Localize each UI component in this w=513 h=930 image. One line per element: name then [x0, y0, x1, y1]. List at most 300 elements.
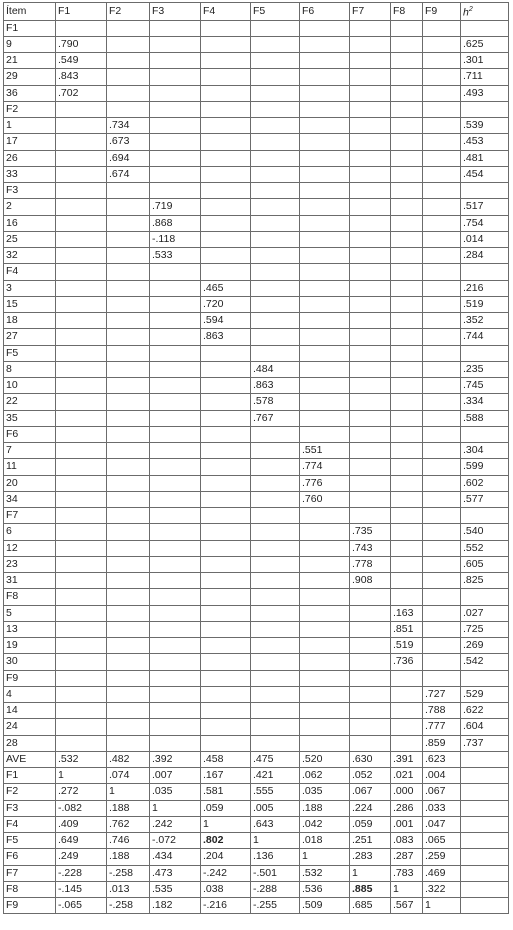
table-cell: [350, 183, 391, 199]
table-cell: 1: [150, 800, 201, 816]
table-cell: [251, 329, 300, 345]
table-cell: .735: [350, 524, 391, 540]
table-cell: [201, 183, 251, 199]
table-cell: [107, 248, 150, 264]
table-cell: [107, 345, 150, 361]
table-cell: [201, 20, 251, 36]
table-cell: [300, 621, 350, 637]
table-cell: [300, 670, 350, 686]
row-label-cell: 6: [4, 524, 56, 540]
row-label-cell: F8: [4, 881, 56, 897]
column-header: F7: [350, 3, 391, 21]
table-cell: [423, 605, 461, 621]
table-cell: .251: [350, 833, 391, 849]
table-cell: [150, 735, 201, 751]
table-row: [4, 605, 509, 621]
column-header-communality: $h^2$: [461, 3, 509, 21]
table-cell: .065: [423, 833, 461, 849]
table-row: [4, 378, 509, 394]
table-cell: [251, 524, 300, 540]
table-cell: [251, 231, 300, 247]
table-cell: .555: [251, 784, 300, 800]
row-label-cell: F3: [4, 800, 56, 816]
table-cell: [300, 36, 350, 52]
table-cell: .673: [107, 134, 150, 150]
table-cell: [461, 833, 509, 849]
table-cell: [391, 426, 423, 442]
table-cell: [423, 361, 461, 377]
table-cell: [56, 589, 107, 605]
row-label-cell: F9: [4, 898, 56, 914]
table-cell: [300, 134, 350, 150]
row-label-cell: 5: [4, 605, 56, 621]
table-cell: [150, 621, 201, 637]
table-cell: [201, 735, 251, 751]
table-cell: [423, 166, 461, 182]
table-row: [4, 638, 509, 654]
table-cell: [56, 394, 107, 410]
table-cell: .284: [461, 248, 509, 264]
table-cell: .760: [300, 491, 350, 507]
column-header: F3: [150, 3, 201, 21]
table-cell: [150, 20, 201, 36]
table-cell: .018: [300, 833, 350, 849]
table-cell: .224: [350, 800, 391, 816]
table-cell: [150, 573, 201, 589]
table-cell: [350, 443, 391, 459]
table-cell: [461, 670, 509, 686]
table-cell: [150, 36, 201, 52]
table-cell: [251, 556, 300, 572]
table-cell: [461, 849, 509, 865]
table-cell: [300, 735, 350, 751]
table-cell: [423, 443, 461, 459]
table-cell: 1: [251, 833, 300, 849]
row-label-cell: 14: [4, 703, 56, 719]
table-cell: [201, 686, 251, 702]
table-cell: [300, 296, 350, 312]
table-header-row: [4, 3, 509, 21]
table-cell: [423, 199, 461, 215]
table-cell: [423, 508, 461, 524]
table-cell: [201, 231, 251, 247]
row-label-cell: 1: [4, 118, 56, 134]
table-row: [4, 345, 509, 361]
table-cell: .038: [201, 881, 251, 897]
table-cell: [107, 621, 150, 637]
table-cell: [56, 508, 107, 524]
table-cell: [201, 703, 251, 719]
table-row: [4, 410, 509, 426]
table-cell: [391, 20, 423, 36]
table-cell: [56, 345, 107, 361]
table-cell: .519: [461, 296, 509, 312]
table-cell: [423, 134, 461, 150]
table-cell: [150, 443, 201, 459]
table-cell: [391, 264, 423, 280]
table-cell: [423, 36, 461, 52]
table-cell: 1: [423, 898, 461, 914]
row-label-cell: F6: [4, 426, 56, 442]
table-cell: [56, 621, 107, 637]
table-cell: [150, 426, 201, 442]
table-cell: .004: [423, 768, 461, 784]
column-header: F1: [56, 3, 107, 21]
table-cell: [391, 118, 423, 134]
table-cell: .421: [251, 768, 300, 784]
table-cell: [150, 296, 201, 312]
table-cell: [56, 361, 107, 377]
table-cell: [391, 345, 423, 361]
table-cell: [350, 199, 391, 215]
table-cell: [391, 150, 423, 166]
table-cell: .062: [300, 768, 350, 784]
table-cell: .719: [150, 199, 201, 215]
table-row: [4, 394, 509, 410]
table-cell: [107, 735, 150, 751]
table-cell: .453: [461, 134, 509, 150]
table-row: [4, 134, 509, 150]
table-cell: [391, 101, 423, 117]
table-cell: .517: [461, 199, 509, 215]
table-cell: .863: [251, 378, 300, 394]
table-cell: [251, 589, 300, 605]
table-cell: .167: [201, 768, 251, 784]
table-cell: .542: [461, 654, 509, 670]
table-cell: [350, 101, 391, 117]
table-cell: [150, 53, 201, 69]
table-cell: [461, 784, 509, 800]
table-cell: [461, 264, 509, 280]
table-cell: [391, 703, 423, 719]
table-cell: [150, 540, 201, 556]
table-cell: .694: [107, 150, 150, 166]
table-cell: .649: [56, 833, 107, 849]
table-cell: 1: [350, 865, 391, 881]
table-cell: [251, 670, 300, 686]
table-cell: [251, 719, 300, 735]
table-row: [4, 361, 509, 377]
table-cell: [300, 605, 350, 621]
table-cell: [423, 248, 461, 264]
table-cell: [56, 313, 107, 329]
table-cell: .535: [150, 881, 201, 897]
table-cell: .625: [461, 36, 509, 52]
table-cell: [423, 459, 461, 475]
table-row: [4, 101, 509, 117]
row-label-cell: 26: [4, 150, 56, 166]
table-cell: .286: [391, 800, 423, 816]
table-cell: [251, 540, 300, 556]
table-cell: [391, 53, 423, 69]
table-cell: [107, 101, 150, 117]
table-cell: .776: [300, 475, 350, 491]
table-cell: [423, 150, 461, 166]
table-cell: .762: [107, 816, 150, 832]
table-cell: [350, 296, 391, 312]
table-cell: .014: [461, 231, 509, 247]
table-cell: [461, 881, 509, 897]
table-cell: [107, 215, 150, 231]
table-row: [4, 573, 509, 589]
table-cell: .532: [300, 865, 350, 881]
table-cell: [461, 508, 509, 524]
table-cell: [300, 508, 350, 524]
table-cell: [391, 573, 423, 589]
table-row: [4, 833, 509, 849]
row-label-cell: F3: [4, 183, 56, 199]
row-label-cell: 4: [4, 686, 56, 702]
table-cell: .727: [423, 686, 461, 702]
table-cell: [423, 85, 461, 101]
table-row: [4, 313, 509, 329]
table-cell: 1: [201, 816, 251, 832]
table-cell: .746: [107, 833, 150, 849]
table-cell: [300, 573, 350, 589]
table-cell: [150, 166, 201, 182]
table-cell: .216: [461, 280, 509, 296]
table-cell: .392: [150, 751, 201, 767]
table-cell: .033: [423, 800, 461, 816]
table-cell: [150, 589, 201, 605]
table-cell: .042: [300, 816, 350, 832]
table-cell: [150, 183, 201, 199]
table-cell: .581: [201, 784, 251, 800]
table-cell: [300, 183, 350, 199]
table-cell: .074: [107, 768, 150, 784]
table-cell: [251, 166, 300, 182]
table-cell: -.288: [251, 881, 300, 897]
table-cell: [56, 459, 107, 475]
table-cell: .465: [201, 280, 251, 296]
table-cell: [251, 248, 300, 264]
table-cell: [391, 199, 423, 215]
table-cell: [391, 556, 423, 572]
table-cell: .859: [423, 735, 461, 751]
table-cell: .409: [56, 816, 107, 832]
table-cell: [251, 638, 300, 654]
table-cell: [251, 134, 300, 150]
table-cell: [391, 459, 423, 475]
table-cell: [56, 475, 107, 491]
table-cell: [201, 638, 251, 654]
table-row: [4, 280, 509, 296]
table-cell: .674: [107, 166, 150, 182]
table-cell: [201, 605, 251, 621]
table-cell: [201, 150, 251, 166]
table-cell: .790: [56, 36, 107, 52]
row-label-cell: 28: [4, 735, 56, 751]
table-cell: .743: [350, 540, 391, 556]
table-cell: [251, 280, 300, 296]
table-cell: [251, 443, 300, 459]
table-cell: .481: [461, 150, 509, 166]
table-cell: .599: [461, 459, 509, 475]
table-cell: .204: [201, 849, 251, 865]
table-row: [4, 556, 509, 572]
table-cell: [300, 280, 350, 296]
table-cell: [201, 719, 251, 735]
table-cell: [251, 735, 300, 751]
table-cell: [107, 394, 150, 410]
table-cell: [350, 20, 391, 36]
table-cell: [391, 589, 423, 605]
table-cell: [461, 768, 509, 784]
row-label-cell: 30: [4, 654, 56, 670]
table-cell: [107, 524, 150, 540]
table-cell: [201, 361, 251, 377]
table-cell: [201, 491, 251, 507]
table-row: [4, 248, 509, 264]
table-cell: [350, 36, 391, 52]
table-cell: .567: [391, 898, 423, 914]
table-cell: [107, 556, 150, 572]
table-cell: .001: [391, 816, 423, 832]
table-cell: .734: [107, 118, 150, 134]
table-cell: [391, 361, 423, 377]
table-cell: [391, 378, 423, 394]
table-row: [4, 751, 509, 767]
factor-loadings-table: [3, 2, 509, 914]
row-label-cell: 2: [4, 199, 56, 215]
table-row: [4, 69, 509, 85]
table-cell: .301: [461, 53, 509, 69]
table-cell: .469: [423, 865, 461, 881]
table-cell: [300, 556, 350, 572]
table-row: [4, 329, 509, 345]
table-cell: [150, 280, 201, 296]
table-cell: -.242: [201, 865, 251, 881]
table-cell: [107, 296, 150, 312]
table-cell: .035: [150, 784, 201, 800]
table-cell: .702: [56, 85, 107, 101]
table-cell: [391, 540, 423, 556]
row-label-cell: F8: [4, 589, 56, 605]
table-cell: -.255: [251, 898, 300, 914]
table-cell: [461, 816, 509, 832]
table-cell: [150, 345, 201, 361]
table-cell: [150, 654, 201, 670]
table-row: [4, 150, 509, 166]
table-cell: [423, 654, 461, 670]
table-cell: .249: [56, 849, 107, 865]
table-cell: .745: [461, 378, 509, 394]
table-cell: [423, 491, 461, 507]
table-row: [4, 508, 509, 524]
table-row: [4, 881, 509, 897]
table-row: [4, 231, 509, 247]
table-cell: [251, 491, 300, 507]
table-cell: .322: [423, 881, 461, 897]
table-cell: [423, 183, 461, 199]
table-cell: [350, 670, 391, 686]
row-label-cell: 3: [4, 280, 56, 296]
table-cell: [201, 199, 251, 215]
row-label-cell: F6: [4, 849, 56, 865]
table-cell: [300, 426, 350, 442]
table-cell: [423, 69, 461, 85]
table-cell: [350, 150, 391, 166]
table-cell: [300, 199, 350, 215]
table-cell: [423, 231, 461, 247]
table-cell: [423, 410, 461, 426]
table-cell: [251, 605, 300, 621]
table-cell: [150, 85, 201, 101]
table-cell: [350, 231, 391, 247]
table-cell: .188: [107, 849, 150, 865]
table-cell: [107, 69, 150, 85]
table-cell: [461, 345, 509, 361]
row-label-cell: F5: [4, 833, 56, 849]
table-cell: [251, 573, 300, 589]
row-label-cell: 13: [4, 621, 56, 637]
table-cell: 1: [56, 768, 107, 784]
table-cell: .434: [150, 849, 201, 865]
table-cell: [107, 410, 150, 426]
row-label-cell: 34: [4, 491, 56, 507]
table-cell: [300, 719, 350, 735]
table-cell: [461, 751, 509, 767]
table-row: [4, 800, 509, 816]
table-cell: [391, 524, 423, 540]
table-cell: [201, 426, 251, 442]
table-cell: [201, 118, 251, 134]
table-cell: .352: [461, 313, 509, 329]
table-cell: [201, 378, 251, 394]
table-cell: [201, 85, 251, 101]
table-cell: [56, 215, 107, 231]
table-cell: [107, 589, 150, 605]
table-cell: [56, 231, 107, 247]
table-cell: [201, 69, 251, 85]
table-cell: [300, 540, 350, 556]
table-cell: [461, 183, 509, 199]
table-cell: -.258: [107, 898, 150, 914]
table-cell: [251, 85, 300, 101]
table-cell: .744: [461, 329, 509, 345]
table-cell: [300, 410, 350, 426]
table-cell: [300, 20, 350, 36]
table-cell: .283: [350, 849, 391, 865]
table-cell: [56, 280, 107, 296]
table-cell: [56, 378, 107, 394]
row-label-cell: 8: [4, 361, 56, 377]
table-cell: [107, 508, 150, 524]
table-cell: [150, 491, 201, 507]
row-label-cell: F7: [4, 508, 56, 524]
table-cell: [391, 313, 423, 329]
table-cell: .520: [300, 751, 350, 767]
table-cell: -.065: [56, 898, 107, 914]
row-label-cell: 22: [4, 394, 56, 410]
table-cell: .549: [56, 53, 107, 69]
row-label-cell: AVE: [4, 751, 56, 767]
table-cell: .013: [107, 881, 150, 897]
column-header: F4: [201, 3, 251, 21]
row-label-cell: F7: [4, 865, 56, 881]
table-cell: [391, 85, 423, 101]
table-cell: .685: [350, 898, 391, 914]
table-cell: [423, 394, 461, 410]
table-cell: .725: [461, 621, 509, 637]
table-cell: [150, 524, 201, 540]
table-row: [4, 36, 509, 52]
table-cell: [56, 410, 107, 426]
table-cell: -.072: [150, 833, 201, 849]
table-cell: .737: [461, 735, 509, 751]
table-cell: [350, 686, 391, 702]
table-cell: .588: [461, 410, 509, 426]
